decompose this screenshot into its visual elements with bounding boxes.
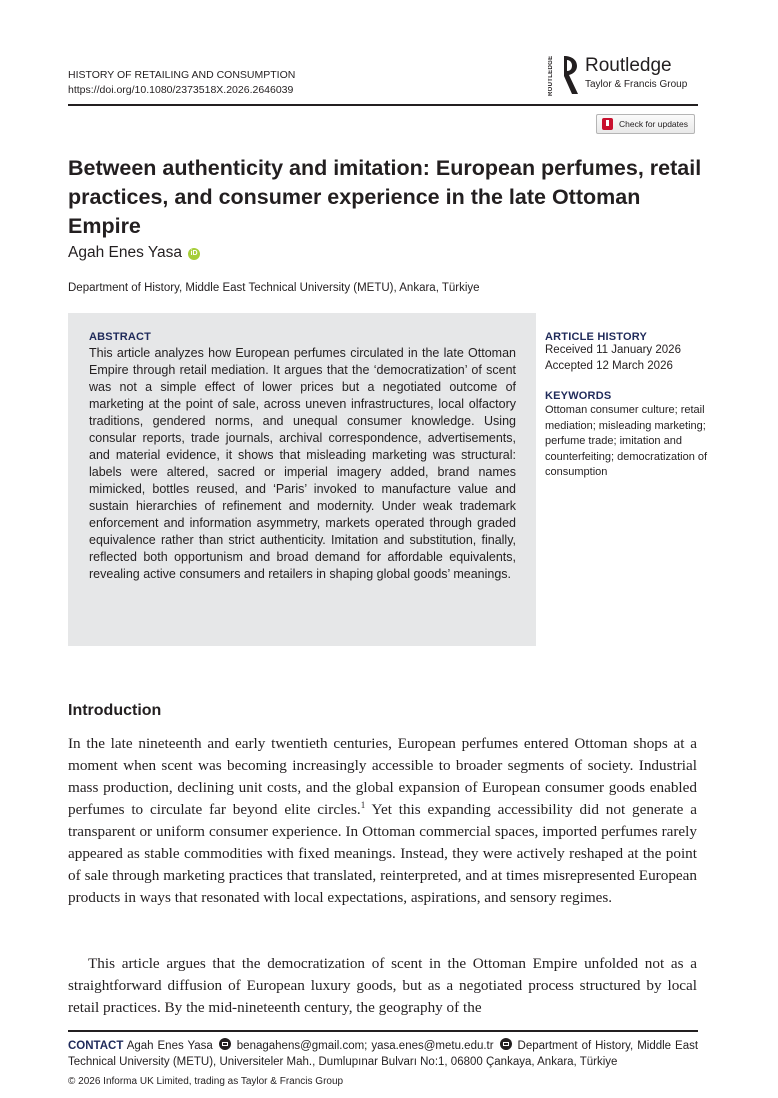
keywords-heading: KEYWORDS xyxy=(545,390,612,402)
keywords-list: Ottoman consumer culture; retail mediation; misleading marketing; perfume trade; imitation and counterfeiting; democratization of consumption xyxy=(545,404,708,478)
author-name[interactable]: Agah Enes Yasa xyxy=(68,244,183,261)
contact-name: Agah Enes Yasa xyxy=(126,1040,213,1052)
orcid-icon[interactable]: iD xyxy=(188,248,200,260)
affiliation: Department of History, Middle East Technical University (METU), Ankara, Türkiye xyxy=(68,282,480,294)
journal-name: HISTORY OF RETAILING AND CONSUMPTION xyxy=(68,69,296,81)
abstract-heading: ABSTRACT xyxy=(89,331,152,343)
address-icon xyxy=(500,1038,512,1050)
article-title: Between authenticity and imitation: European perfumes, retail practices, and consumer experience in the late Ottoman Empire xyxy=(68,156,702,238)
footnote-ref-1[interactable]: 1 xyxy=(360,800,366,810)
article-history-heading: ARTICLE HISTORY xyxy=(545,331,648,343)
contact-label: CONTACT xyxy=(68,1040,124,1052)
publisher-group: Taylor & Francis Group xyxy=(585,79,688,90)
crossmark-icon xyxy=(602,118,613,130)
routledge-r-icon xyxy=(558,54,582,96)
journal-doi-link[interactable]: https://doi.org/10.1080/2373518X.2026.2646039 xyxy=(68,84,294,96)
publisher-name: Routledge xyxy=(585,55,672,76)
contact-emails[interactable]: benagahens@gmail.com; yasa.enes@metu.edu.tr xyxy=(236,1040,494,1052)
footer-rule xyxy=(68,1030,698,1032)
contact-address: Department of History, Middle East Technical University (METU), Universiteler Mah., Dumlupınar Bulvarı No:1, 06800 Çankaya, Ankara, Türkiye xyxy=(68,1040,699,1068)
article-history xyxy=(545,331,681,374)
check-updates-button[interactable] xyxy=(596,114,695,134)
check-updates-label: Check for updates xyxy=(619,119,688,129)
publisher-side-text: ROUTLEDGE xyxy=(548,55,554,96)
publisher-logo xyxy=(548,52,700,96)
contact-block xyxy=(68,1038,698,1070)
abstract-text: This article analyzes how European perfumes circulated in the late Ottoman Empire through retail mediation. It argues that the ‘democratization’ of scent was not a simple effect of lower prices but a negotiated outcome of marketing at the point of sale, across uneven infrastructures, local olfactory traditions, gendered norms, and unequal consumer knowledge. Using consular reports, trade journals, archival correspondence, advertisements, and material evidence, it shows that misleading marketing was structural: labels were altered, sacred or imperial imagery added, brand names mimicked, bottles reused, and ‘Paris’ invoked to manufacture value and sustain hierarchies of refinement and modernity. Under weak trademark enforcement and information asymmetry, markets operated through graded equivalence rather than strict authenticity. Imitation and substitution, finally, reflected both opportunism and broad demand for affordable equivalents, revealing active consumers and retailers in shaping global goods’ meanings. xyxy=(89,346,516,581)
journal-header xyxy=(68,68,295,98)
email-icon xyxy=(219,1038,231,1050)
header-rule xyxy=(68,104,698,106)
section-heading-introduction: Introduction xyxy=(68,702,162,719)
accepted-date: Accepted 12 March 2026 xyxy=(545,359,673,372)
author-line xyxy=(68,243,200,263)
body-paragraph-1 xyxy=(68,733,697,909)
body-paragraph-2: This article argues that the democratization of scent in the Ottoman Empire unfolded not as a straightforward diffusion of European luxury goods, but as a negotiated process structured by local retail practices. By the mid-nineteenth century, the geography of the xyxy=(68,955,697,1016)
received-date: Received 11 January 2026 xyxy=(545,344,681,356)
paragraph-1-part-a: In the late nineteenth and early twentieth centuries, European perfumes entered Ottoman shops at a moment when scent was becoming increasingly accessible to broader segments of society. Industrial mass production, declining unit costs, and the global expansion of European consumer goods enabled perfumes to circulate far beyond elite circles. xyxy=(68,735,697,818)
copyright: © 2026 Informa UK Limited, trading as Taylor & Francis Group xyxy=(68,1076,344,1087)
keywords xyxy=(545,390,710,481)
paragraph-1-part-b: Yet this expanding accessibility did not generate a transparent or uniform consumer experience. In Ottoman commercial spaces, imported perfumes rarely appeared as stable commodities with fixed meanings. Instead, they were actively reshaped at the point of sale through marketing practices that translated, reinterpreted, and at times misrepresented European products in ways that resonated with local expectations, aspirations, and sensory regimes. xyxy=(68,801,697,906)
